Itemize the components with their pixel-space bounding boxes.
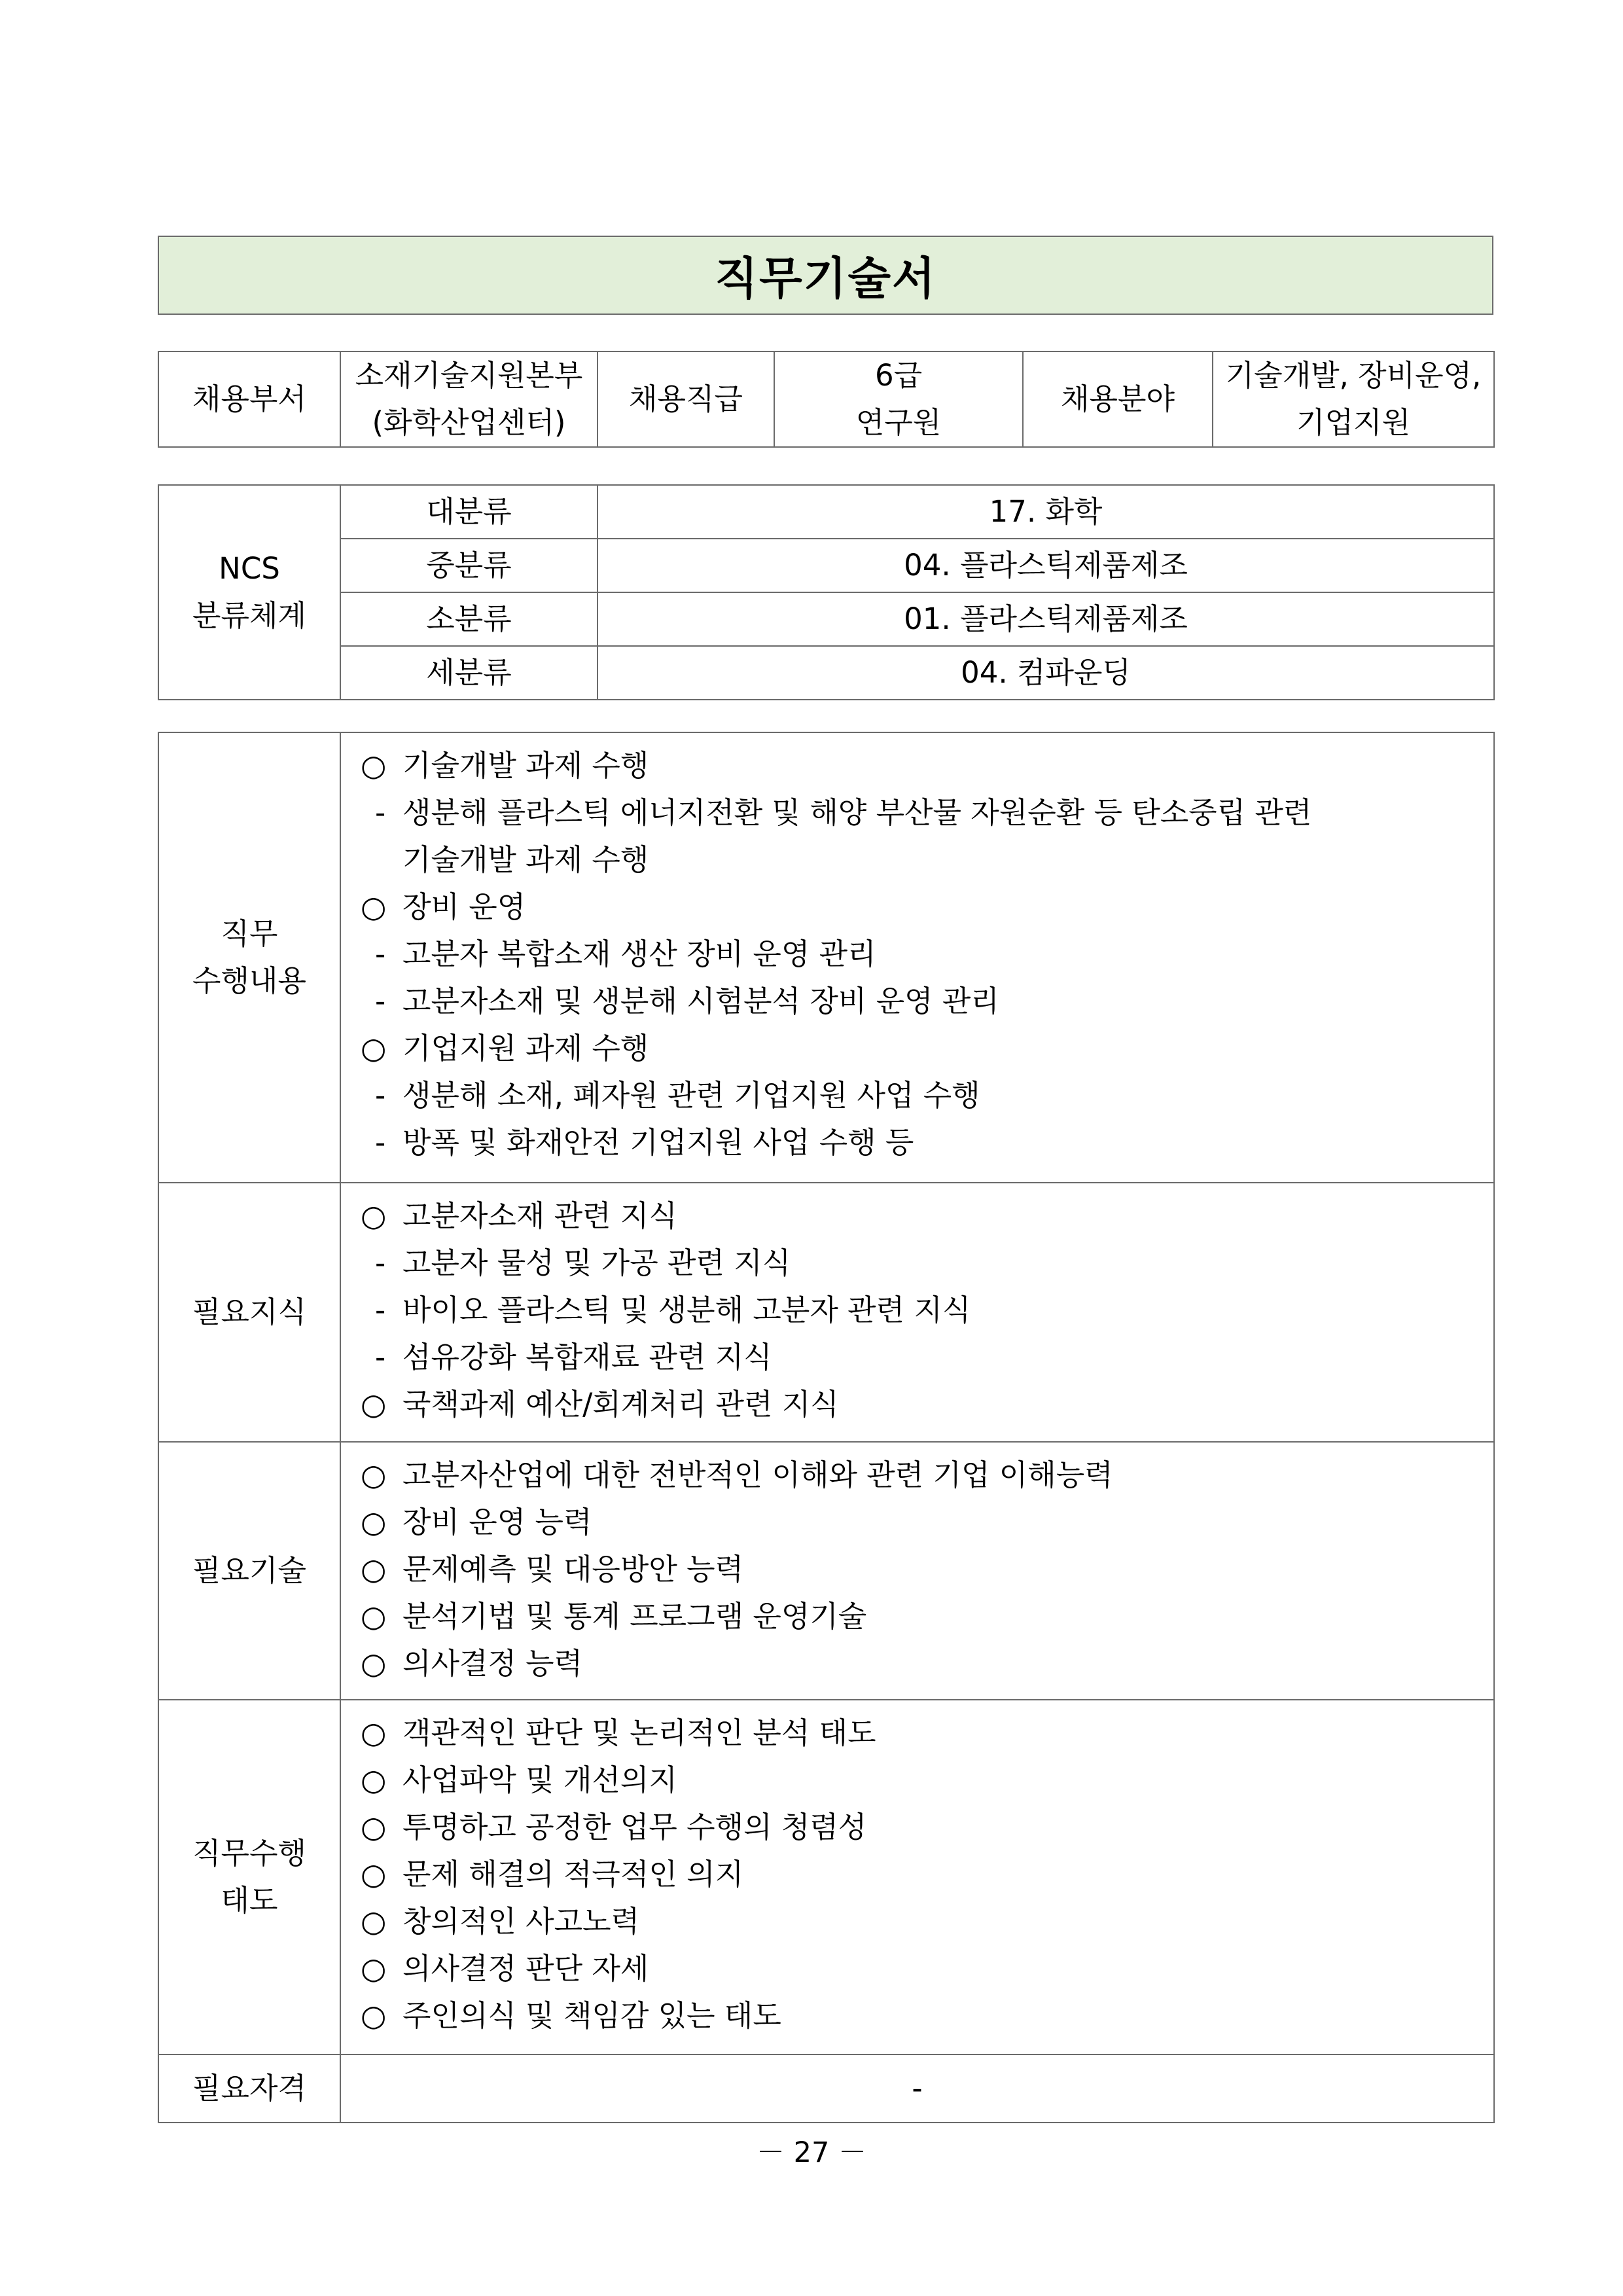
- section-content-skills: [340, 1442, 1494, 1700]
- line-text: 의사결정 능력: [402, 1646, 583, 1681]
- ncs-level: 대분류: [340, 485, 597, 539]
- circle-bullet-icon: ○: [361, 1505, 387, 1539]
- description-line: [361, 742, 1474, 789]
- circle-bullet-icon: ○: [361, 1998, 387, 2033]
- description-line: [361, 1119, 1474, 1166]
- section-label-skills: 필요기술: [158, 1442, 340, 1700]
- dash-marker: -: [375, 795, 386, 830]
- circle-bullet-icon: ○: [361, 1763, 387, 1797]
- section-content-knowledge: [340, 1183, 1494, 1442]
- grade-label: 채용직급: [597, 351, 774, 447]
- circle-bullet-icon: ○: [361, 1552, 387, 1587]
- ncs-value: 17. 화학: [597, 485, 1494, 539]
- section-content-attitude: [340, 1700, 1494, 2054]
- ncs-value: 04. 컴파운딩: [597, 646, 1494, 700]
- line-text: 기술개발 과제 수행: [402, 842, 649, 877]
- line-text: 장비 운영 능력: [402, 1505, 592, 1539]
- description-line: [361, 931, 1474, 978]
- section-content-duties: [340, 732, 1494, 1183]
- description-line: [361, 1992, 1474, 2039]
- description-line: [361, 1334, 1474, 1381]
- line-text: 고분자 물성 및 가공 관련 지식: [402, 1246, 791, 1280]
- page-number: － 27 －: [756, 2136, 867, 2169]
- line-text: 고분자소재 관련 지식: [402, 1198, 677, 1233]
- circle-bullet-icon: ○: [361, 748, 387, 783]
- description-line: [361, 1757, 1474, 1804]
- ncs-value: 04. 플라스틱제품제조: [597, 539, 1494, 592]
- circle-bullet-icon: ○: [361, 1031, 387, 1066]
- dash-marker: -: [375, 1246, 386, 1280]
- description-line: [361, 1240, 1474, 1287]
- circle-bullet-icon: ○: [361, 1458, 387, 1492]
- description-line: [361, 884, 1474, 931]
- ncs-label: NCS 분류체계: [158, 485, 340, 700]
- line-text: 의사결정 판단 자세: [402, 1951, 649, 1986]
- description-line: [361, 1546, 1474, 1593]
- line-text: 생분해 플라스틱 에너지전환 및 해양 부산물 자원순환 등 탄소중립 관련: [402, 795, 1312, 830]
- description-line: [361, 1593, 1474, 1640]
- line-text: 바이오 플라스틱 및 생분해 고분자 관련 지식: [402, 1293, 971, 1327]
- dept-label: 채용부서: [158, 351, 340, 447]
- description-line: [361, 1710, 1474, 1757]
- line-text: 고분자소재 및 생분해 시험분석 장비 운영 관리: [402, 984, 999, 1018]
- line-text: 기술개발 과제 수행: [402, 748, 649, 783]
- circle-bullet-icon: ○: [361, 1387, 387, 1422]
- section-label-duties: 직무 수행내용: [158, 732, 340, 1183]
- dept-value: 소재기술지원본부 (화학산업센터): [340, 351, 597, 447]
- dash-marker: -: [375, 937, 386, 971]
- description-line: [361, 1945, 1474, 1992]
- line-text: 고분자산업에 대한 전반적인 이해와 관련 기업 이해능력: [402, 1458, 1113, 1492]
- dash-marker: -: [375, 984, 386, 1018]
- description-line: [361, 1287, 1474, 1334]
- ncs-level: 중분류: [340, 539, 597, 592]
- description-line: [361, 1898, 1474, 1945]
- line-text: 생분해 소재, 폐자원 관련 기업지원 사업 수행: [402, 1078, 980, 1113]
- description-line: [361, 1193, 1474, 1240]
- description-line: [361, 1381, 1474, 1428]
- description-line: [361, 1804, 1474, 1851]
- ncs-level: 소분류: [340, 592, 597, 646]
- dash-marker: -: [375, 1078, 386, 1113]
- document-title-box: [158, 236, 1493, 315]
- description-line: [361, 836, 1474, 884]
- description-line: [361, 1851, 1474, 1898]
- dash-marker: -: [375, 1340, 386, 1374]
- qualification-label: 필요자격: [158, 2054, 340, 2123]
- dash-marker: -: [375, 1125, 386, 1160]
- circle-bullet-icon: ○: [361, 1715, 387, 1750]
- circle-bullet-icon: ○: [361, 1904, 387, 1939]
- line-text: 사업파악 및 개선의지: [402, 1763, 677, 1797]
- line-text: 창의적인 사고노력: [402, 1904, 640, 1939]
- description-line: [361, 1640, 1474, 1687]
- ncs-level: 세분류: [340, 646, 597, 700]
- line-text: 국책과제 예산/회계처리 관련 지식: [402, 1387, 839, 1422]
- line-text: 고분자 복합소재 생산 장비 운영 관리: [402, 937, 876, 971]
- line-text: 장비 운영: [402, 889, 526, 924]
- circle-bullet-icon: ○: [361, 1198, 387, 1233]
- line-text: 투명하고 공정한 업무 수행의 청렴성: [402, 1810, 867, 1844]
- grade-value: 6급 연구원: [774, 351, 1023, 447]
- description-line: [361, 1025, 1474, 1072]
- field-value: 기술개발, 장비운영, 기업지원: [1213, 351, 1494, 447]
- description-line: [361, 1452, 1474, 1499]
- circle-bullet-icon: ○: [361, 1646, 387, 1681]
- line-text: 분석기법 및 통계 프로그램 운영기술: [402, 1599, 867, 1634]
- document-title: 직무기술서: [715, 253, 936, 305]
- dash-marker: -: [375, 1293, 386, 1327]
- line-text: 문제 해결의 적극적인 의지: [402, 1857, 744, 1892]
- section-label-knowledge: 필요지식: [158, 1183, 340, 1442]
- line-text: 섬유강화 복합재료 관련 지식: [402, 1340, 772, 1374]
- description-line: [361, 789, 1474, 836]
- circle-bullet-icon: ○: [361, 889, 387, 924]
- section-label-attitude: 직무수행 태도: [158, 1700, 340, 2054]
- field-label: 채용분야: [1023, 351, 1213, 447]
- description-line: [361, 1072, 1474, 1119]
- qualification-value: -: [340, 2054, 1494, 2123]
- description-line: [361, 1499, 1474, 1546]
- circle-bullet-icon: ○: [361, 1857, 387, 1892]
- job-description-table: [158, 732, 1495, 2123]
- circle-bullet-icon: ○: [361, 1951, 387, 1986]
- line-text: 문제예측 및 대응방안 능력: [402, 1552, 744, 1587]
- line-text: 객관적인 판단 및 논리적인 분석 태도: [402, 1715, 876, 1750]
- line-text: 주인의식 및 책임감 있는 태도: [402, 1998, 781, 2033]
- ncs-value: 01. 플라스틱제품제조: [597, 592, 1494, 646]
- recruitment-info-table: [158, 351, 1495, 448]
- circle-bullet-icon: ○: [361, 1810, 387, 1844]
- line-text: 기업지원 과제 수행: [402, 1031, 649, 1066]
- line-text: 방폭 및 화재안전 기업지원 사업 수행 등: [402, 1125, 914, 1160]
- circle-bullet-icon: ○: [361, 1599, 387, 1634]
- ncs-classification-table: [158, 484, 1495, 700]
- description-line: [361, 978, 1474, 1025]
